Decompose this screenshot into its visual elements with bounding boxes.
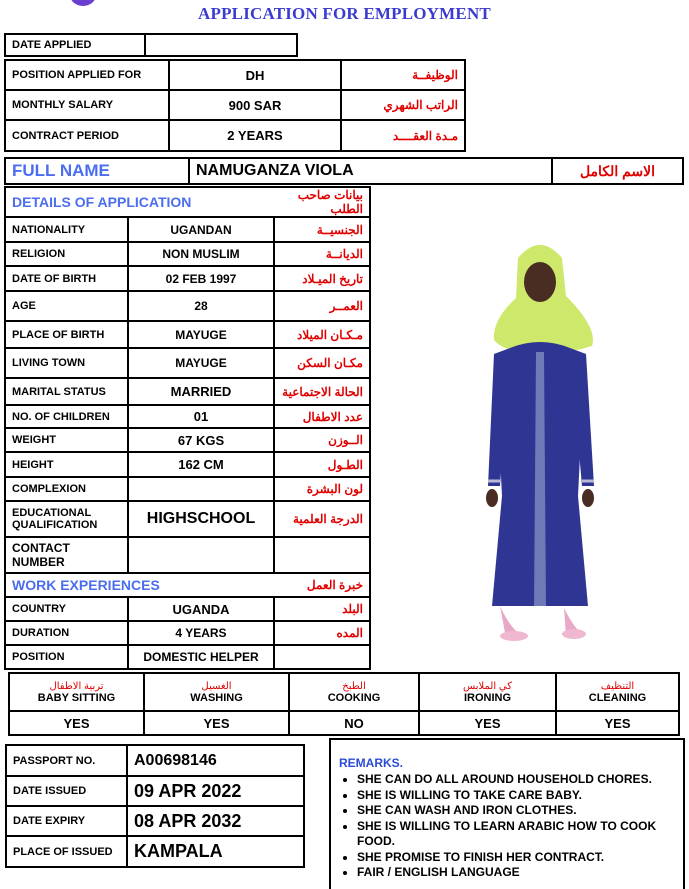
country-label: COUNTRY — [5, 597, 128, 621]
marital-value: MARRIED — [128, 378, 274, 405]
position-held-value: DOMESTIC HELPER — [128, 645, 274, 669]
details-row — [5, 378, 370, 405]
remark-item: • SHE CAN DO ALL AROUND HOUSEHOLD CHORES. — [357, 772, 675, 788]
date-applied-value — [145, 34, 297, 56]
details-row — [5, 321, 370, 348]
passport-table — [5, 744, 305, 868]
skill-value: YES — [9, 711, 144, 735]
date-expiry-label: DATE EXPIRY — [6, 806, 127, 836]
work-row — [5, 621, 370, 645]
full-name-table — [4, 157, 684, 185]
contract-label: CONTRACT PERIOD — [5, 120, 169, 151]
details-row — [5, 348, 370, 378]
skill-ar: تربية الاطفال — [49, 680, 104, 692]
children-value: 01 — [128, 405, 274, 428]
position-held-label: POSITION — [5, 645, 128, 669]
skill-label: CLEANING — [588, 691, 647, 704]
living-town-label: LIVING TOWN — [5, 348, 128, 378]
remarks-box — [329, 738, 685, 889]
details-row — [5, 266, 370, 291]
job-row — [5, 120, 465, 151]
pob-label-ar: مـكـان الميلاد — [274, 321, 370, 348]
skill-value: YES — [144, 711, 289, 735]
contract-value: 2 YEARS — [169, 120, 341, 151]
passport-no-label: PASSPORT NO. — [6, 745, 127, 776]
details-row — [5, 501, 370, 537]
skills-value-row — [9, 711, 679, 735]
age-label: AGE — [5, 291, 128, 321]
position-label: POSITION APPLIED FOR — [5, 60, 169, 90]
contact-label-ar — [274, 537, 370, 573]
country-label-ar: البلد — [274, 597, 370, 621]
nationality-label: NATIONALITY — [5, 217, 128, 242]
passport-row — [6, 806, 304, 836]
salary-label-ar: الراتب الشهري — [341, 90, 465, 120]
education-label: EDUCATIONAL QUALIFICATION — [5, 501, 128, 537]
education-value: HIGHSCHOOL — [128, 501, 274, 537]
details-row — [5, 242, 370, 266]
children-label-ar: عدد الاطفال — [274, 405, 370, 428]
living-town-value: MAYUGE — [128, 348, 274, 378]
place-issued-label: PLACE OF ISSUED — [6, 836, 127, 867]
contract-label-ar: مـدة العقــــد — [341, 120, 465, 151]
duration-label: DURATION — [5, 621, 128, 645]
skill-label: IRONING — [463, 691, 512, 704]
religion-value: NON MUSLIM — [128, 242, 274, 266]
duration-value: 4 YEARS — [128, 621, 274, 645]
marital-label: MARITAL STATUS — [5, 378, 128, 405]
height-label: HEIGHT — [5, 452, 128, 477]
details-row — [5, 291, 370, 321]
country-value: UGANDA — [128, 597, 274, 621]
date-issued-value: 09 APR 2022 — [127, 776, 304, 806]
details-table — [4, 186, 371, 670]
job-table — [4, 59, 466, 152]
date-applied-label: DATE APPLIED — [5, 34, 145, 56]
skill-washing — [144, 673, 289, 711]
pob-label: PLACE OF BIRTH — [5, 321, 128, 348]
details-row — [5, 477, 370, 501]
skill-label: WASHING — [190, 691, 243, 704]
nationality-label-ar: الجنسيــة — [274, 217, 370, 242]
weight-label-ar: الــوزن — [274, 428, 370, 452]
work-header — [5, 573, 370, 597]
marital-label-ar: الحالة الاجتماعية — [274, 378, 370, 405]
details-row — [5, 217, 370, 242]
dob-value: 02 FEB 1997 — [128, 266, 274, 291]
nationality-value: UGANDAN — [128, 217, 274, 242]
passport-row — [6, 836, 304, 867]
complexion-label: COMPLEXION — [5, 477, 128, 501]
religion-label: RELIGION — [5, 242, 128, 266]
skill-ar: الطبخ — [342, 680, 366, 692]
skills-table — [8, 672, 680, 736]
children-label: NO. OF CHILDREN — [5, 405, 128, 428]
passport-row — [6, 745, 304, 776]
dob-label: DATE OF BIRTH — [5, 266, 128, 291]
remarks-title: REMARKS. — [339, 756, 404, 770]
position-label-ar: الوظيفــة — [341, 60, 465, 90]
date-applied-table — [4, 33, 298, 57]
salary-label: MONTHLY SALARY — [5, 90, 169, 120]
skill-ar: كي الملابس — [463, 680, 512, 692]
work-title-ar: خبرة العمل — [274, 573, 370, 597]
remark-item: • SHE CAN WASH AND IRON CLOTHES. — [357, 803, 675, 819]
work-row — [5, 597, 370, 621]
skill-cooking — [289, 673, 419, 711]
full-name-value: NAMUGANZA VIOLA — [189, 158, 552, 184]
details-header — [5, 187, 370, 217]
skill-ar: الغسيل — [201, 680, 232, 692]
height-label-ar: الطـول — [274, 452, 370, 477]
skills-header-row — [9, 673, 679, 711]
applicant-photo — [470, 236, 610, 646]
height-value: 162 CM — [128, 452, 274, 477]
living-town-label-ar: مكـان السكن — [274, 348, 370, 378]
work-title: WORK EXPERIENCES — [5, 573, 274, 597]
remark-item: • SHE PROMISE TO FINISH HER CONTRACT. — [357, 850, 675, 866]
religion-label-ar: الديانــة — [274, 242, 370, 266]
skill-label: BABY SITTING — [37, 691, 116, 704]
age-value: 28 — [128, 291, 274, 321]
passport-no-value: A00698146 — [127, 745, 304, 776]
skill-ironing — [419, 673, 556, 711]
full-name-label: FULL NAME — [5, 158, 189, 184]
details-row — [5, 537, 370, 573]
position-value: DH — [169, 60, 341, 90]
duration-label-ar: المده — [274, 621, 370, 645]
skill-value: YES — [556, 711, 679, 735]
weight-label: WEIGHT — [5, 428, 128, 452]
details-row — [5, 452, 370, 477]
complexion-value — [128, 477, 274, 501]
contact-label: CONTACT NUMBER — [5, 537, 128, 573]
remark-item: • SHE IS WILLING TO TAKE CARE BABY. — [357, 788, 675, 804]
education-label-ar: الدرجة العلمية — [274, 501, 370, 537]
skill-label: COOKING — [327, 691, 381, 704]
age-label-ar: العمــر — [274, 291, 370, 321]
remark-item: • FAIR / ENGLISH LANGUAGE — [357, 865, 675, 881]
place-issued-value: KAMPALA — [127, 836, 304, 867]
skill-ar: التنظيف — [600, 680, 635, 692]
position-held-label-ar — [274, 645, 370, 669]
complexion-label-ar: لون البشرة — [274, 477, 370, 501]
page-title: APPLICATION FOR EMPLOYMENT — [198, 4, 491, 23]
weight-value: 67 KGS — [128, 428, 274, 452]
skill-value: YES — [419, 711, 556, 735]
work-row — [5, 645, 370, 669]
remark-item: • SHE IS WILLING TO LEARN ARABIC HOW TO COOK FOOD. — [357, 819, 675, 850]
details-row — [5, 428, 370, 452]
full-name-label-ar: الاسم الكامل — [552, 158, 683, 184]
details-title: DETAILS OF APPLICATION — [5, 187, 274, 217]
skill-baby-sitting — [9, 673, 144, 711]
skill-cleaning — [556, 673, 679, 711]
pob-value: MAYUGE — [128, 321, 274, 348]
details-title-ar: بيانات صاحب الطلب — [274, 187, 370, 217]
remarks-list — [339, 772, 675, 881]
date-issued-label: DATE ISSUED — [6, 776, 127, 806]
passport-row — [6, 776, 304, 806]
details-row — [5, 405, 370, 428]
skill-value: NO — [289, 711, 419, 735]
contact-value — [128, 537, 274, 573]
job-row — [5, 60, 465, 90]
job-row — [5, 90, 465, 120]
dob-label-ar: تاريخ الميـلاد — [274, 266, 370, 291]
date-expiry-value: 08 APR 2032 — [127, 806, 304, 836]
salary-value: 900 SAR — [169, 90, 341, 120]
